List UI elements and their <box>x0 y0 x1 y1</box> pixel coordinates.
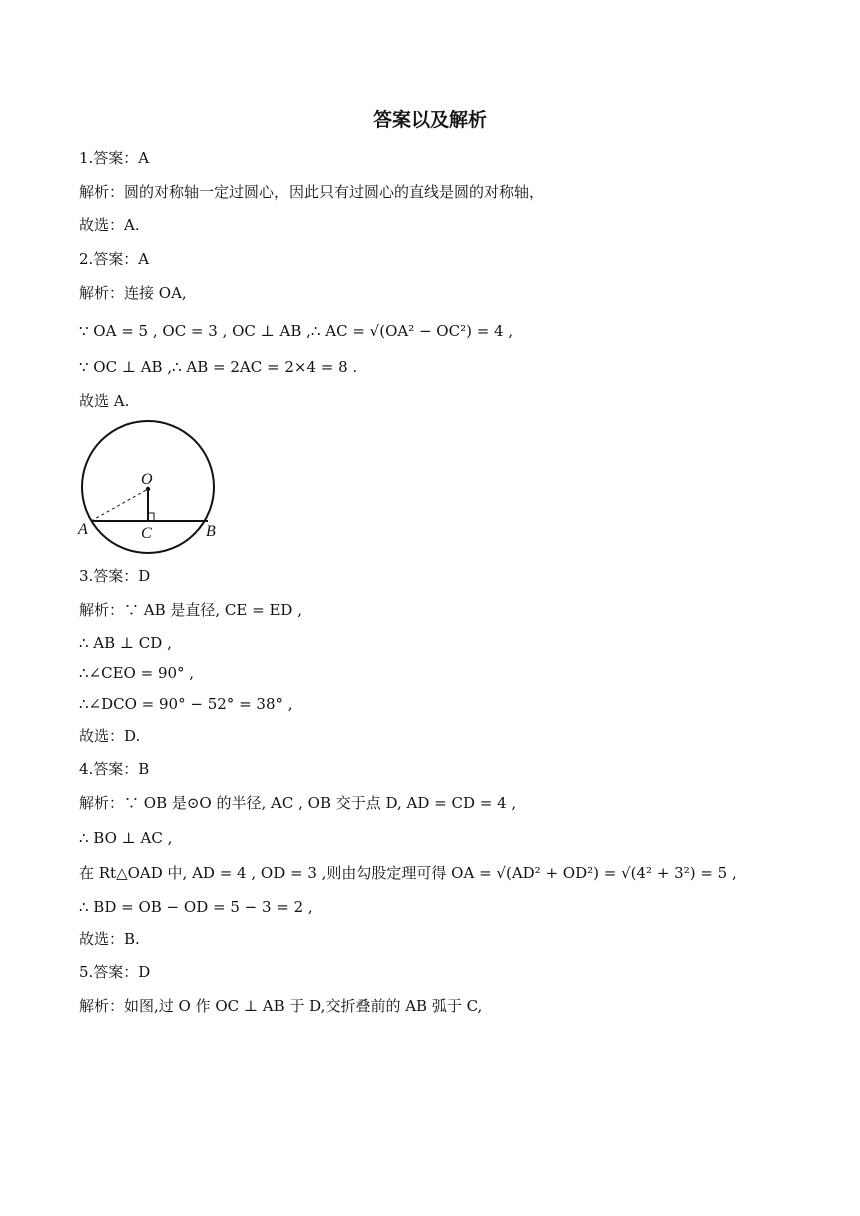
q3-answer: 3.答案：D <box>79 567 151 585</box>
q5-analysis: 解析：如图,过 O 作 OC ⊥ AB 于 D,交折叠前的 AB 弧于 C, <box>79 997 483 1015</box>
circle-figure <box>74 418 234 564</box>
q3-step1: ∴ AB ⊥ CD , <box>79 634 172 652</box>
q4-answer: 4.答案：B <box>79 760 150 778</box>
q2-step2: ∵ OC ⊥ AB ,∴ AB = 2AC = 2×4 = 8 . <box>79 358 358 376</box>
page-title: 答案以及解析 <box>372 109 487 131</box>
q4-step1: ∴ BO ⊥ AC , <box>79 829 173 847</box>
q3-step3: ∴∠DCO = 90° − 52° = 38° , <box>79 695 293 713</box>
label-b: B <box>206 523 216 540</box>
q2-step1: ∵ OA = 5 , OC = 3 , OC ⊥ AB ,∴ AC = √(OA² − OC²) = 4 , <box>79 322 514 340</box>
q2-choice: 故选 A. <box>79 392 130 410</box>
q4-analysis: 解析：∵ OB 是⊙O 的半径, AC , OB 交于点 D, AD = CD = 4 , <box>79 794 517 812</box>
q3-choice: 故选：D. <box>79 727 141 745</box>
q3-step2: ∴∠CEO = 90° , <box>79 664 195 682</box>
segment-oa-dashed <box>91 489 148 521</box>
q2-analysis: 解析：连接 OA, <box>79 284 187 302</box>
q1-choice: 故选：A. <box>79 216 140 234</box>
q3-analysis: 解析：∵ AB 是直径, CE = ED , <box>79 601 302 619</box>
q4-step3: ∴ BD = OB − OD = 5 − 3 = 2 , <box>79 898 313 916</box>
label-a: A <box>78 521 88 538</box>
label-c: C <box>141 525 152 542</box>
q1-analysis: 解析：圆的对称轴一定过圆心，因此只有过圆心的直线是圆的对称轴， <box>79 183 545 201</box>
q5-answer: 5.答案：D <box>79 963 151 981</box>
q4-step2: 在 Rt△OAD 中, AD = 4 , OD = 3 ,则由勾股定理可得 OA = √(AD² + OD²) = √(4² + 3²) = 5 , <box>79 864 737 882</box>
q1-answer: 1.答案：A <box>79 149 150 167</box>
label-o: O <box>141 471 153 488</box>
q2-answer: 2.答案：A <box>79 250 150 268</box>
q4-choice: 故选：B. <box>79 930 140 948</box>
